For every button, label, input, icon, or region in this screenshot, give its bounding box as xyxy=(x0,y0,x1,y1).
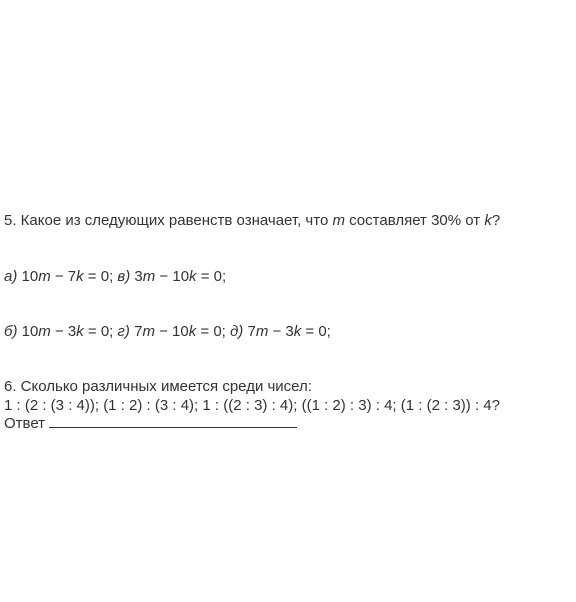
option-v-var: т xyxy=(142,268,156,285)
option-a-part: − 7 xyxy=(50,268,77,285)
option-b-part: − 3 xyxy=(50,323,77,340)
option-g-part: − 10 xyxy=(154,323,189,340)
question-6-expressions: 1 : (2 : (3 : 4)); (1 : 2) : (3 : 4); 1 : ((2 : 3) : 4); ((1 : 2) : 3) : 4; (1 : (2 : 3)) : 4? xyxy=(4,397,500,414)
option-v-label: в) xyxy=(117,268,131,285)
option-v-var: k xyxy=(189,268,197,285)
option-a-part: = 0; xyxy=(83,268,118,285)
option-a-label: а) xyxy=(4,268,18,285)
q5-var-k: k xyxy=(484,212,492,229)
option-a-part: 10 xyxy=(17,268,39,285)
option-d-part: = 0; xyxy=(301,323,331,340)
option-v-part: = 0; xyxy=(196,268,227,285)
option-a-var: т xyxy=(38,268,51,285)
option-a-var: k xyxy=(76,268,84,285)
option-b-part: 10 xyxy=(17,323,39,340)
option-d-part: − 3 xyxy=(268,323,294,340)
q5-middle: составляет 30% от xyxy=(344,212,485,229)
answer-label: Ответ xyxy=(4,415,46,432)
option-b-var: т xyxy=(38,323,51,340)
q5-var-t: т xyxy=(332,212,345,229)
q5-options-row-1 xyxy=(4,267,226,286)
option-g-var: т xyxy=(142,323,155,340)
answer-line xyxy=(4,414,297,433)
question-5-text xyxy=(4,211,500,230)
q5-suffix: ? xyxy=(491,212,501,229)
option-b-label: б) xyxy=(4,323,18,340)
option-b-part: = 0; xyxy=(83,323,118,340)
question-6-title: 6. Сколько различных имеется среди чисел: xyxy=(4,378,312,395)
answer-blank-field[interactable] xyxy=(49,415,297,428)
option-g-part: 7 xyxy=(129,323,143,340)
option-d-part: 7 xyxy=(243,323,256,340)
option-v-part: 3 xyxy=(130,268,143,285)
option-v-part: − 10 xyxy=(155,268,190,285)
q5-prefix: 5. Какое из следующих равенств означает, что xyxy=(4,212,333,229)
q5-options-row-2 xyxy=(4,322,331,341)
option-d-var: т xyxy=(255,323,269,340)
option-d-var: k xyxy=(293,323,302,340)
option-b-var: k xyxy=(76,323,84,340)
option-g-var: k xyxy=(188,323,197,340)
option-g-label: г) xyxy=(117,323,130,340)
option-d-label: д) xyxy=(230,323,244,340)
option-g-part: = 0; xyxy=(196,323,230,340)
